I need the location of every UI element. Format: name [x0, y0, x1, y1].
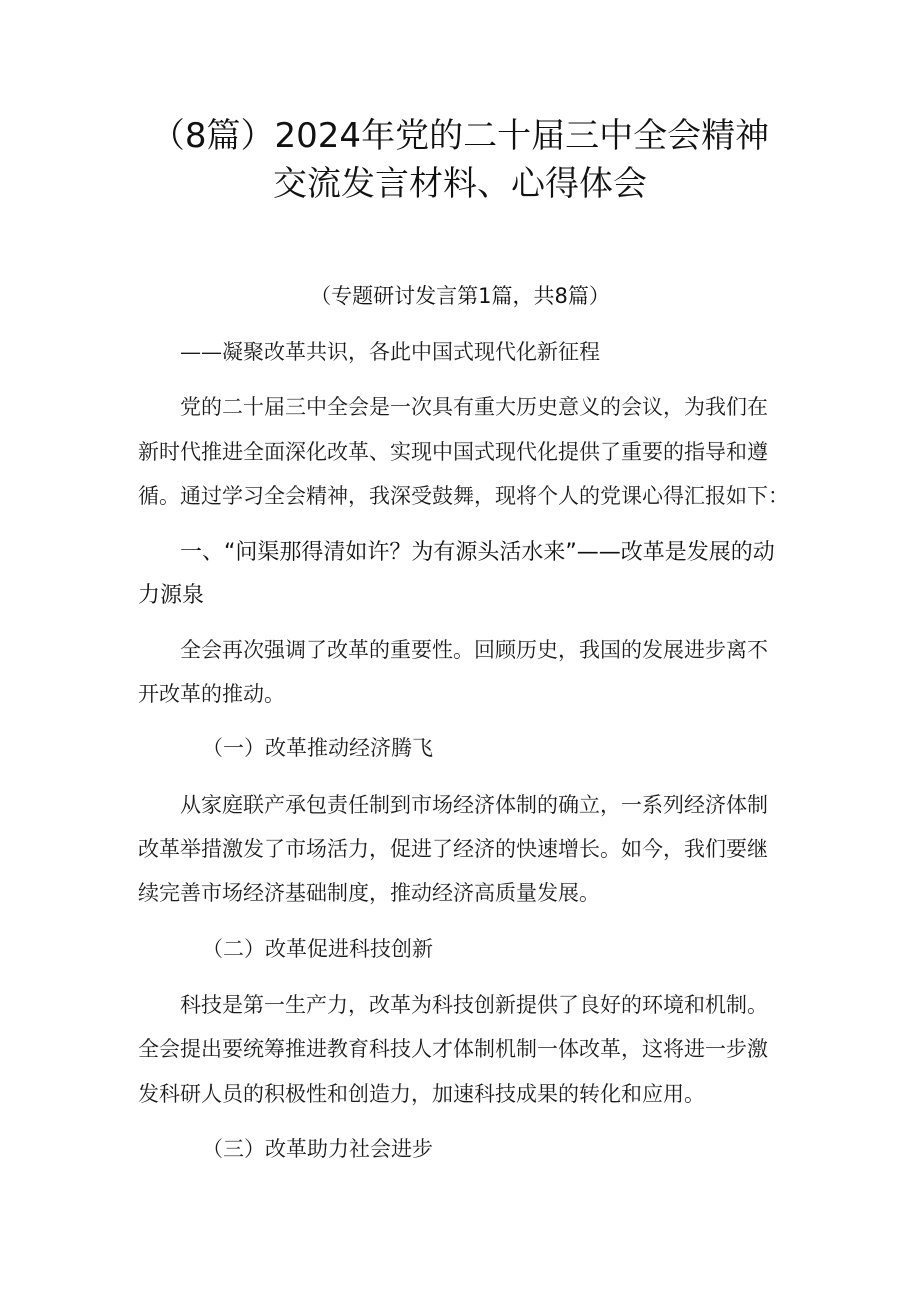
paragraph-3-line-3: 续完善市场经济基础制度，推动经济高质量发展。: [138, 881, 600, 905]
document-subtitle: （专题研讨发言第1篇，共8篇）: [310, 284, 610, 308]
paragraph-1-line-3: 循。通过学习全会精神，我深受鼓舞，现将个人的党课心得汇报如下：: [138, 484, 789, 508]
document-title-line-1: （8篇）2024年党的二十届三中全会精神: [150, 116, 770, 156]
subheading-3: （三）改革助力社会进步: [202, 1137, 433, 1161]
paragraph-1-line-2: 新时代推进全面深化改革、实现中国式现代化提供了重要的指导和遵: [138, 440, 768, 464]
paragraph-4-line-3: 发科研人员的积极性和创造力，加速科技成果的转化和应用。: [138, 1082, 705, 1106]
paragraph-2-line-2: 开改革的推动。: [138, 682, 285, 706]
document-title-line-2: 交流发言材料、心得体会: [273, 164, 647, 204]
paragraph-2-line-1: 全会再次强调了改革的重要性。回顾历史，我国的发展进步离不: [180, 638, 768, 662]
subheading-2: （二）改革促进科技创新: [202, 937, 433, 961]
subheading-1: （一）改革推动经济腾飞: [202, 736, 433, 760]
tagline: ——凝聚改革共识，各此中国式现代化新征程: [180, 340, 600, 364]
paragraph-4-line-2: 全会提出要统筹推进教育科技人才体制机制一体改革，这将进一步激: [138, 1037, 768, 1061]
paragraph-3-line-1: 从家庭联产承包责任制到市场经济体制的确立，一系列经济体制: [180, 793, 768, 817]
paragraph-4-line-1: 科技是第一生产力，改革为科技创新提供了良好的环境和机制。: [180, 993, 768, 1017]
paragraph-1-line-1: 党的二十届三中全会是一次具有重大历史意义的会议，为我们在: [180, 395, 768, 419]
heading-1-line-2: 力源泉: [138, 583, 205, 608]
heading-1-line-1: 一、“问渠那得清如许？为有源头活水来”——改革是发展的动: [180, 540, 775, 565]
paragraph-3-line-2: 改革举措激发了市场活力，促进了经济的快速增长。如今，我们要继: [138, 837, 768, 861]
